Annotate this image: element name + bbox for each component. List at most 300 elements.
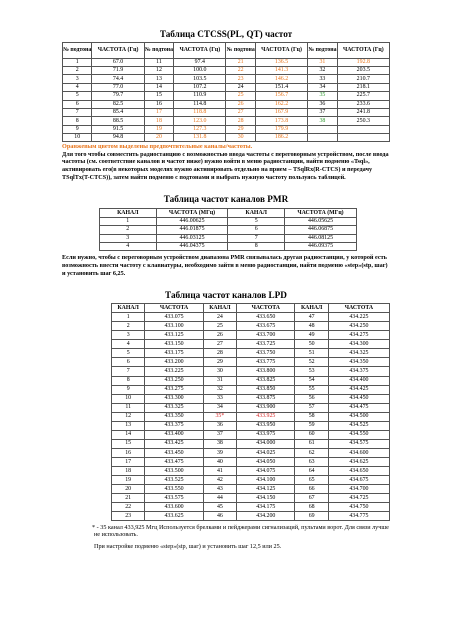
table-cell: 433.650 (237, 313, 295, 322)
table-cell: 434.050 (237, 457, 295, 466)
table-cell: 28 (203, 349, 236, 358)
table-cell: 48 (295, 322, 328, 331)
table-cell: 71.9 (92, 66, 144, 74)
table-cell: 127.3 (174, 125, 226, 133)
table-cell: 50 (295, 340, 328, 349)
table-cell: 434.300 (328, 340, 389, 349)
table-cell: 433.475 (145, 457, 203, 466)
table-cell: 35* (203, 412, 236, 421)
table-cell: 433.875 (237, 394, 295, 403)
table-cell: 192.8 (337, 58, 389, 66)
table-cell: 57 (295, 403, 328, 412)
table-cell: 434.225 (328, 313, 389, 322)
column-header: ЧАСТОТА (328, 304, 389, 313)
table-cell: 40 (203, 457, 236, 466)
table-cell: 131.8 (174, 134, 226, 142)
table-cell: 26 (203, 331, 236, 340)
table-cell: 27 (203, 340, 236, 349)
table-cell: 5 (112, 349, 145, 358)
table-cell: 434.475 (328, 403, 389, 412)
table-cell: 7 (112, 367, 145, 376)
table-cell: 107.2 (174, 83, 226, 91)
table-cell: 433.150 (145, 340, 203, 349)
table-cell: 433.375 (145, 421, 203, 430)
table-cell: 433.600 (145, 503, 203, 512)
table-cell: 23 (112, 512, 145, 521)
table-row (63, 75, 390, 83)
table-cell: 8 (228, 242, 285, 250)
table-cell: 53 (295, 367, 328, 376)
column-header: № подтона (144, 42, 173, 58)
table-cell: 3 (63, 75, 92, 83)
table-cell: 9 (112, 385, 145, 394)
table-row (63, 66, 390, 74)
table-row (112, 494, 390, 503)
table-cell: 433.350 (145, 412, 203, 421)
table-cell: 156.7 (255, 92, 307, 100)
table-row (112, 439, 390, 448)
table-cell: 37 (203, 430, 236, 439)
table-row (63, 125, 390, 133)
table-row (112, 421, 390, 430)
table-cell: 46 (203, 512, 236, 521)
table-cell: 434.775 (328, 512, 389, 521)
table-cell: 446.05625 (285, 217, 357, 225)
table-cell: 434.100 (237, 476, 295, 485)
table-cell: 434.075 (237, 466, 295, 475)
table-cell: 4 (112, 340, 145, 349)
table-cell: 186.2 (255, 134, 307, 142)
table-cell: 2 (100, 226, 157, 234)
table-cell: 61 (295, 439, 328, 448)
table-cell: 32 (308, 66, 337, 74)
table-cell: 434.625 (328, 457, 389, 466)
table-cell: 433.800 (237, 367, 295, 376)
table-cell: 446.00625 (156, 217, 228, 225)
table-cell: 179.9 (255, 125, 307, 133)
table-cell: 434.250 (328, 322, 389, 331)
table-cell: 67.0 (92, 58, 144, 66)
table-cell: 4 (100, 242, 157, 250)
table-cell: 446.04375 (156, 242, 228, 250)
table-cell: 1 (100, 217, 157, 225)
table-cell: 11 (112, 403, 145, 412)
table-cell: 36 (203, 421, 236, 430)
table-row (63, 100, 390, 108)
table-cell: 29 (226, 125, 255, 133)
orange-note: Оранжевым цветом выделены предпочтительные каналы/частоты. (62, 143, 253, 151)
table-cell: 6 (228, 226, 285, 234)
ctcss-instructions: Для того чтобы совместить радиостанцию с возможностью ввода частоты с переговорным устройством, после ввода частоты (см. соответствие каналов и частот ниже) нужно войти в меню радиостанции, найти подменю «Tsql», активировать его(в некоторых моделях нужно активировать отдельно на прием – TSqlRx(R-CTCS) и передачу TSqlTx(T-CTCS)), затем найти подменю с подтонами и выбрать нужную частоту пользуясь таблицей. (62, 150, 389, 181)
pmr-instructions: Если нужно, чтобы с переговорным устройством диапазона PMR связывалась другая радиостанция, у которой есть возможность ввести частоту с клавиатуры, необходимо зайти в меню радиостанции, найти подменю «step»(stp, шаг) и установить шаг 6,25. (62, 254, 388, 277)
column-header: № подтона (226, 42, 255, 58)
table-cell: 434.200 (237, 512, 295, 521)
table-cell: 55 (295, 385, 328, 394)
table-row (100, 226, 357, 234)
table-cell: 35 (308, 92, 337, 100)
table-cell: 59 (295, 421, 328, 430)
table-row (112, 376, 390, 385)
table-cell: 433.725 (237, 340, 295, 349)
table-row (112, 476, 390, 485)
table-cell: 434.600 (328, 448, 389, 457)
table-cell: 100.0 (174, 66, 226, 74)
table-cell: 434.025 (237, 448, 295, 457)
column-header: ЧАСТОТА (Гц) (337, 42, 389, 58)
table-cell: 3 (100, 234, 157, 242)
table-cell: 433.950 (237, 421, 295, 430)
table-cell: 91.5 (92, 125, 144, 133)
table-cell: 49 (295, 331, 328, 340)
table-cell: 123.0 (174, 117, 226, 125)
column-header: КАНАЛ (203, 304, 236, 313)
table-cell: 66 (295, 485, 328, 494)
table-cell: 5 (228, 217, 285, 225)
table-cell: 173.8 (255, 117, 307, 125)
table-row (100, 242, 357, 250)
table-cell: 2 (63, 66, 92, 74)
lpd-table (111, 303, 390, 521)
table-cell: 39 (203, 448, 236, 457)
ctcss-body (63, 58, 390, 142)
table-row (100, 217, 357, 225)
table-cell: 19 (144, 125, 173, 133)
table-cell: 433.125 (145, 331, 203, 340)
table-cell: 250.3 (337, 117, 389, 125)
table-cell: 24 (226, 83, 255, 91)
table-cell: 60 (295, 430, 328, 439)
table-cell: 68 (295, 503, 328, 512)
table-cell: 16 (144, 100, 173, 108)
table-cell: 42 (203, 476, 236, 485)
table-cell: 25 (226, 92, 255, 100)
pmr-body (100, 217, 357, 251)
table-cell: 85.4 (92, 108, 144, 116)
table-cell: 433.550 (145, 485, 203, 494)
column-header: ЧАСТОТА (МГц) (285, 209, 357, 218)
table-cell: 79.7 (92, 92, 144, 100)
lpd-footnote (62, 524, 390, 538)
table-cell (337, 134, 389, 142)
table-cell: 69 (295, 512, 328, 521)
table-cell (308, 134, 337, 142)
table-cell: 16 (112, 448, 145, 457)
table-cell: 12 (144, 66, 173, 74)
table-row (112, 448, 390, 457)
table-cell: 233.6 (337, 100, 389, 108)
table-row (112, 430, 390, 439)
lpd-header-row (112, 304, 390, 313)
table-cell: 114.8 (174, 100, 226, 108)
table-row (112, 313, 390, 322)
table-cell: 74.4 (92, 75, 144, 83)
table-cell: 434.175 (237, 503, 295, 512)
table-cell: 54 (295, 376, 328, 385)
table-cell: 434.450 (328, 394, 389, 403)
table-cell: 433.200 (145, 358, 203, 367)
table-row (112, 466, 390, 475)
table-cell: 1 (112, 313, 145, 322)
table-cell: 141.3 (255, 66, 307, 74)
table-cell: 34 (308, 83, 337, 91)
ctcss-header-row (63, 42, 390, 58)
table-cell: 15 (144, 92, 173, 100)
table-cell: 433.250 (145, 376, 203, 385)
table-cell: 434.150 (237, 494, 295, 503)
table-cell: 103.5 (174, 75, 226, 83)
table-cell: 433.825 (237, 376, 295, 385)
table-cell: 52 (295, 358, 328, 367)
pmr-table (99, 208, 357, 251)
table-cell: 47 (295, 313, 328, 322)
table-cell: 433.500 (145, 466, 203, 475)
table-cell: 433.075 (145, 313, 203, 322)
table-row (63, 117, 390, 125)
table-cell: 33 (203, 394, 236, 403)
column-header: КАНАЛ (295, 304, 328, 313)
table-cell: 225.7 (337, 92, 389, 100)
table-cell: 3 (112, 331, 145, 340)
table-cell: 446.09375 (285, 242, 357, 250)
table-cell: 17 (144, 108, 173, 116)
table-cell: 43 (203, 485, 236, 494)
lpd-body (112, 313, 390, 521)
ctcss-table (62, 42, 390, 143)
table-cell: 13 (112, 421, 145, 430)
table-cell: 6 (63, 100, 92, 108)
table-cell: 110.9 (174, 92, 226, 100)
table-cell: 434.350 (328, 358, 389, 367)
column-header: ЧАСТОТА (Гц) (255, 42, 307, 58)
table-cell (337, 125, 389, 133)
table-cell: 446.03125 (156, 234, 228, 242)
column-header: КАНАЛ (100, 209, 157, 218)
table-cell: 29 (203, 358, 236, 367)
table-cell: 88.5 (92, 117, 144, 125)
table-cell: 64 (295, 466, 328, 475)
table-cell: 433.100 (145, 322, 203, 331)
table-cell: 434.725 (328, 494, 389, 503)
table-cell: 434.375 (328, 367, 389, 376)
table-cell: 33 (308, 75, 337, 83)
table-cell: 24 (203, 313, 236, 322)
column-header: ЧАСТОТА (237, 304, 295, 313)
table-cell: 433.425 (145, 439, 203, 448)
table-cell: 151.4 (255, 83, 307, 91)
table-row (112, 322, 390, 331)
table-cell: 433.700 (237, 331, 295, 340)
table-row (63, 134, 390, 142)
table-cell: 433.625 (145, 512, 203, 521)
table-cell: 21 (226, 58, 255, 66)
table-cell: 118.8 (174, 108, 226, 116)
table-cell: 58 (295, 412, 328, 421)
column-header: ЧАСТОТА (145, 304, 203, 313)
table-cell: 17 (112, 457, 145, 466)
table-cell: 446.08125 (285, 234, 357, 242)
table-cell: 433.900 (237, 403, 295, 412)
table-cell: 434.675 (328, 476, 389, 485)
table-cell: 28 (226, 117, 255, 125)
table-cell: 433.675 (237, 322, 295, 331)
table-row (112, 367, 390, 376)
table-cell: 5 (63, 92, 92, 100)
table-cell: 218.1 (337, 83, 389, 91)
table-cell: 433.400 (145, 430, 203, 439)
table-cell: 434.550 (328, 430, 389, 439)
table-cell: 20 (112, 485, 145, 494)
ctcss-table-title: Таблица CTCSS(PL, QT) частот (159, 29, 293, 39)
table-cell: 1 (63, 58, 92, 66)
table-cell: 434.500 (328, 412, 389, 421)
table-cell: 15 (112, 439, 145, 448)
table-cell: 21 (112, 494, 145, 503)
table-cell: 31 (203, 376, 236, 385)
table-cell: 434.575 (328, 439, 389, 448)
table-cell: 32 (203, 385, 236, 394)
column-header: ЧАСТОТА (Гц) (92, 42, 144, 58)
column-header: КАНАЛ (112, 304, 145, 313)
table-cell: 136.5 (255, 58, 307, 66)
table-cell: 6 (112, 358, 145, 367)
table-cell: 38 (203, 439, 236, 448)
table-cell: 62 (295, 448, 328, 457)
lpd-step-note: При настройке подменю «step»(stp, шаг) и установить шаг 12,5 или 25. (94, 542, 282, 550)
table-cell: 44 (203, 494, 236, 503)
table-row (112, 349, 390, 358)
table-cell: 433.775 (237, 358, 295, 367)
column-header: ЧАСТОТА (Гц) (174, 42, 226, 58)
table-row (112, 394, 390, 403)
table-row (112, 358, 390, 367)
table-cell: 433.325 (145, 403, 203, 412)
table-cell: 9 (63, 125, 92, 133)
pmr-table-title: Таблица частот каналов PMR (163, 193, 289, 204)
table-cell: 30 (226, 134, 255, 142)
table-cell: 77.0 (92, 83, 144, 91)
pmr-header-row (100, 209, 357, 218)
table-row (112, 403, 390, 412)
table-cell: 34 (203, 403, 236, 412)
table-row (112, 485, 390, 494)
table-cell: 434.275 (328, 331, 389, 340)
table-cell: 433.575 (145, 494, 203, 503)
table-cell: 434.700 (328, 485, 389, 494)
table-cell: 23 (226, 75, 255, 83)
table-cell: 434.400 (328, 376, 389, 385)
table-cell: 27 (226, 108, 255, 116)
table-cell: 26 (226, 100, 255, 108)
table-cell: 203.5 (337, 66, 389, 74)
table-cell: 433.975 (237, 430, 295, 439)
table-cell: 7 (228, 234, 285, 242)
table-cell: 433.175 (145, 349, 203, 358)
table-cell: 433.525 (145, 476, 203, 485)
table-cell: 14 (144, 83, 173, 91)
table-cell: 41 (203, 466, 236, 475)
table-cell: 30 (203, 367, 236, 376)
table-cell: 8 (112, 376, 145, 385)
table-cell: 18 (144, 117, 173, 125)
table-row (112, 385, 390, 394)
table-cell: 433.300 (145, 394, 203, 403)
table-cell: 433.450 (145, 448, 203, 457)
table-cell: 7 (63, 108, 92, 116)
table-cell: 65 (295, 476, 328, 485)
table-cell: 210.7 (337, 75, 389, 83)
table-cell: 434.125 (237, 485, 295, 494)
table-cell: 22 (226, 66, 255, 74)
column-header: № подтона (308, 42, 337, 58)
table-cell: 94.8 (92, 134, 144, 142)
lpd-table-title: Таблица частот каналов LPD (165, 289, 287, 300)
table-row (100, 234, 357, 242)
table-cell: 434.525 (328, 421, 389, 430)
table-cell: 8 (63, 117, 92, 125)
table-row (63, 108, 390, 116)
table-cell: 97.4 (174, 58, 226, 66)
table-row (112, 340, 390, 349)
table-cell: 4 (63, 83, 92, 91)
table-cell: 434.000 (237, 439, 295, 448)
table-cell: 433.225 (145, 367, 203, 376)
table-cell (308, 125, 337, 133)
table-row (63, 58, 390, 66)
table-cell: 434.325 (328, 349, 389, 358)
column-header: № подтона (63, 42, 92, 58)
table-cell: 433.850 (237, 385, 295, 394)
table-cell: 11 (144, 58, 173, 66)
table-cell: 10 (63, 134, 92, 142)
table-cell: 146.2 (255, 75, 307, 83)
table-cell: 38 (308, 117, 337, 125)
column-header: КАНАЛ (228, 209, 285, 218)
table-row (112, 457, 390, 466)
table-cell: 19 (112, 476, 145, 485)
table-cell: 433.925 (237, 412, 295, 421)
table-cell: 20 (144, 134, 173, 142)
table-row (112, 512, 390, 521)
table-cell: 162.2 (255, 100, 307, 108)
table-cell: 82.5 (92, 100, 144, 108)
table-cell: 433.750 (237, 349, 295, 358)
table-cell: 433.275 (145, 385, 203, 394)
table-cell: 13 (144, 75, 173, 83)
table-cell: 434.750 (328, 503, 389, 512)
table-cell: 22 (112, 503, 145, 512)
table-row (112, 503, 390, 512)
table-row (63, 92, 390, 100)
table-row (63, 83, 390, 91)
table-cell: 45 (203, 503, 236, 512)
table-cell: 18 (112, 466, 145, 475)
table-cell: 434.650 (328, 466, 389, 475)
table-cell: 36 (308, 100, 337, 108)
table-cell: 12 (112, 412, 145, 421)
table-cell: 2 (112, 322, 145, 331)
table-cell: 56 (295, 394, 328, 403)
table-cell: 37 (308, 108, 337, 116)
table-cell: 67 (295, 494, 328, 503)
lpd-footnote-text: * - 35 канал 433,925 Мгц Используется брелками и пейджерами сигнализаций, пультами ворот. Для связи лучше не использовать. (92, 524, 389, 539)
table-cell: 31 (308, 58, 337, 66)
table-cell: 167.9 (255, 108, 307, 116)
table-cell: 51 (295, 349, 328, 358)
table-row (112, 331, 390, 340)
table-cell: 25 (203, 322, 236, 331)
table-cell: 241.8 (337, 108, 389, 116)
table-cell: 446.01875 (156, 226, 228, 234)
